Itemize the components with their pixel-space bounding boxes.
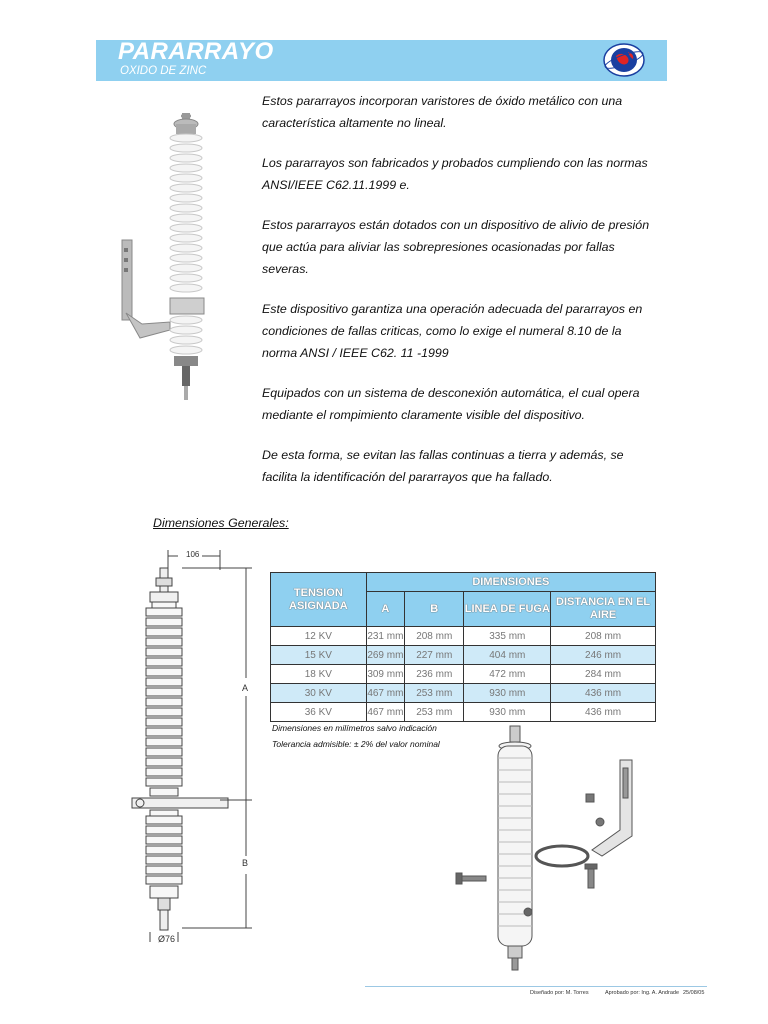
header-voltage: TENSION ASIGNADA (271, 573, 367, 627)
dimension-a-label: A (242, 683, 249, 693)
header-b: B (405, 592, 464, 627)
cell-creepage: 404 mm (464, 646, 551, 665)
paragraph-disconnector: Equipados con un sistema de desconexión automática, el cual opera mediante el rompimiento claramente visible del dispositivo. (262, 386, 640, 422)
cell-b: 236 mm (405, 665, 464, 684)
paragraph-pressure-relief: Estos pararrayos están dotados con un dispositivo de alivio de presión que actúa para aliviar las sobrepresiones ocasionadas por fallas severas. (262, 218, 650, 276)
cell-air: 284 mm (551, 665, 656, 684)
dimension-drawing (120, 548, 260, 948)
dimensions-table (270, 572, 656, 722)
paragraph-fault-identification: De esta forma, se evitan las fallas continuas a tierra y además, se facilita la identificación del pararrayos que ha fallado. (262, 448, 624, 484)
company-logo (602, 42, 646, 78)
cell-air: 436 mm (551, 684, 656, 703)
cell-voltage: 30 KV (271, 684, 367, 703)
header-a: A (366, 592, 404, 627)
paragraph-standards: Los pararrayos son fabricados y probados cumpliendo con las normas ANSI/IEEE C62.11.1999 e. (262, 156, 648, 192)
paragraph-varistors: Estos pararrayos incorporan varistores de óxido metálico con una característica altamente no lineal. (262, 94, 623, 130)
cell-air: 436 mm (551, 703, 656, 722)
tolerance-note: Tolerancia admisible: ± 2% del valor nominal (272, 739, 440, 749)
cell-air: 246 mm (551, 646, 656, 665)
cell-b: 208 mm (405, 627, 464, 646)
cell-voltage: 15 KV (271, 646, 367, 665)
table-row (271, 703, 656, 722)
cell-voltage: 36 KV (271, 703, 367, 722)
diameter-label: Ø76 (158, 934, 176, 944)
cell-b: 253 mm (405, 684, 464, 703)
cell-a: 309 mm (366, 665, 404, 684)
cell-creepage: 930 mm (464, 684, 551, 703)
footer-date: 25/08/05 (683, 990, 705, 996)
cell-a: 467 mm (366, 684, 404, 703)
cell-creepage: 472 mm (464, 665, 551, 684)
header-air-distance: DISTANCIA EN EL AIRE (551, 592, 656, 627)
page-subtitle: OXIDO DE ZINC (120, 65, 207, 77)
cell-voltage: 18 KV (271, 665, 367, 684)
table-row (271, 665, 656, 684)
table-row (271, 646, 656, 665)
cell-b: 227 mm (405, 646, 464, 665)
table-row (271, 627, 656, 646)
cell-a: 269 mm (366, 646, 404, 665)
arrester-photo (118, 108, 222, 408)
footer-approved-by: Aprobado por: Ing. A. Andrade (605, 990, 680, 996)
units-note: Dimensiones en milímetros salvo indicación (272, 723, 437, 733)
header-creepage: LINEA DE FUGA (464, 592, 551, 627)
table-row (271, 684, 656, 703)
header-dimensions: DIMENSIONES (366, 573, 655, 592)
cell-creepage: 335 mm (464, 627, 551, 646)
footer-designed-by: Diseñado por: M. Torres (530, 990, 589, 996)
cell-a: 231 mm (366, 627, 404, 646)
cell-a: 467 mm (366, 703, 404, 722)
cell-air: 208 mm (551, 627, 656, 646)
page-title: PARARRAYO (118, 38, 274, 65)
paragraph-operation: Este dispositivo garantiza una operación adecuada del pararrayos en condiciones de fallas criticas, como lo exige el numeral 8.10 de la norma ANSI / IEEE C62. 11 -1999 (262, 302, 643, 360)
dimensions-heading: Dimensiones Generales: (153, 516, 289, 530)
cell-b: 253 mm (405, 703, 464, 722)
cell-voltage: 12 KV (271, 627, 367, 646)
dimension-b-label: B (242, 858, 249, 868)
assembly-exploded-view (450, 724, 650, 974)
width-dimension-label: 106 (186, 550, 200, 559)
footer-divider (365, 986, 707, 987)
cell-creepage: 930 mm (464, 703, 551, 722)
